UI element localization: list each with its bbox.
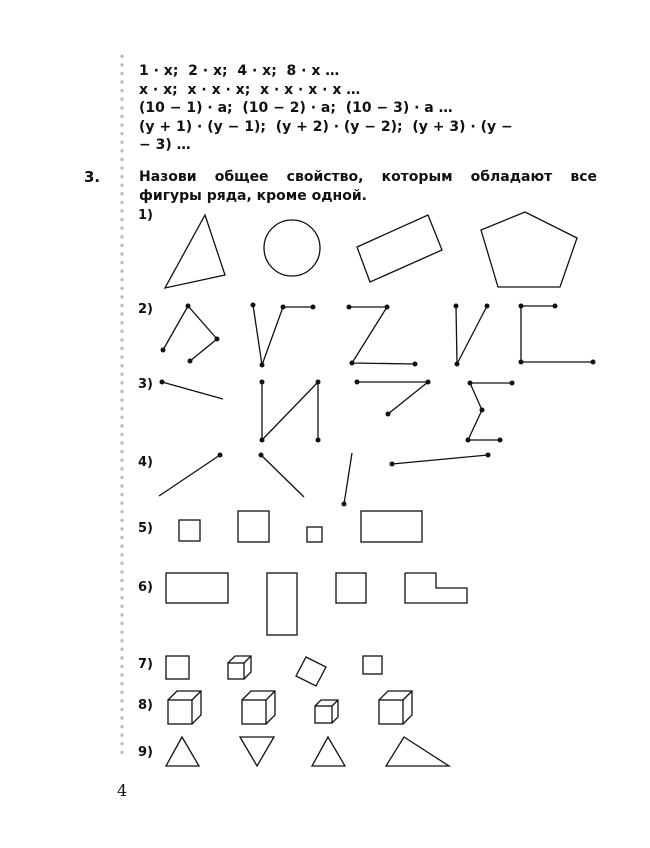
row-label-2: 2) [138, 302, 153, 317]
polyline-shape [357, 382, 428, 414]
l-shape [405, 573, 467, 603]
row-label-7: 7) [138, 657, 153, 672]
inverted-triangle-shape [240, 737, 274, 766]
polyline-shape [456, 306, 487, 364]
polyline-shape [468, 383, 512, 440]
square-shape [166, 656, 189, 679]
rectangle-shape [357, 215, 442, 282]
segment-shape [392, 455, 488, 464]
rectangle-shape [267, 573, 297, 635]
square-shape [336, 573, 366, 603]
segment-shape [261, 455, 304, 497]
right-triangle-shape [386, 737, 449, 766]
segment-shape [159, 455, 220, 496]
row-label-9: 9) [138, 745, 153, 760]
row-label-1: 1) [138, 208, 153, 223]
triangle-shape [166, 737, 199, 766]
polyline-shape [521, 306, 593, 362]
endpoint-dots [161, 303, 596, 368]
triangle-shape [312, 737, 345, 766]
rectangle-shape [361, 511, 422, 542]
row-label-4: 4) [138, 455, 153, 470]
formula-line: − 3) … [139, 137, 191, 153]
square-shape [179, 520, 200, 541]
row-label-6: 6) [138, 580, 153, 595]
segment-shape [162, 382, 223, 399]
row-label-5: 5) [138, 521, 153, 536]
polyline-shape [163, 306, 217, 361]
row-label-8: 8) [138, 698, 153, 713]
polyline-shape [349, 307, 415, 364]
polyline-shape [253, 305, 313, 365]
circle-shape [264, 220, 320, 276]
square-shape [363, 656, 382, 674]
square-shape [238, 511, 269, 542]
segment-shape [344, 453, 352, 504]
cube-shape [228, 656, 251, 679]
row-label-3: 3) [138, 377, 153, 392]
formula-line: x · x; x · x · x; x · x · x · x … [139, 81, 361, 98]
rectangle-shape [166, 573, 228, 603]
cube-shape [242, 691, 275, 724]
task-text: Назови общее свойство, которым обладают все фигуры ряда, кроме одной. [139, 169, 597, 204]
pentagon-shape [481, 212, 577, 287]
cube-shape [315, 700, 338, 723]
formula-line: (10 − 1) · a; (10 − 2) · a; (10 − 3) · a … [139, 100, 453, 116]
endpoint-dots [160, 380, 515, 443]
endpoint-dots [218, 453, 491, 507]
cube-shape [379, 691, 412, 724]
rotated-square-shape [296, 657, 326, 686]
polyline-shape [262, 382, 318, 440]
page-number: 4 [117, 781, 128, 800]
formula-line: (y + 1) · (y − 1); (y + 2) · (y − 2); (y + 3) · (y − [139, 118, 513, 135]
task-number: 3. [84, 168, 101, 186]
triangle-shape [165, 215, 225, 288]
square-shape [307, 527, 322, 542]
formula-line: 1 · x; 2 · x; 4 · x; 8 · x … [139, 63, 340, 79]
cube-shape [168, 691, 201, 724]
